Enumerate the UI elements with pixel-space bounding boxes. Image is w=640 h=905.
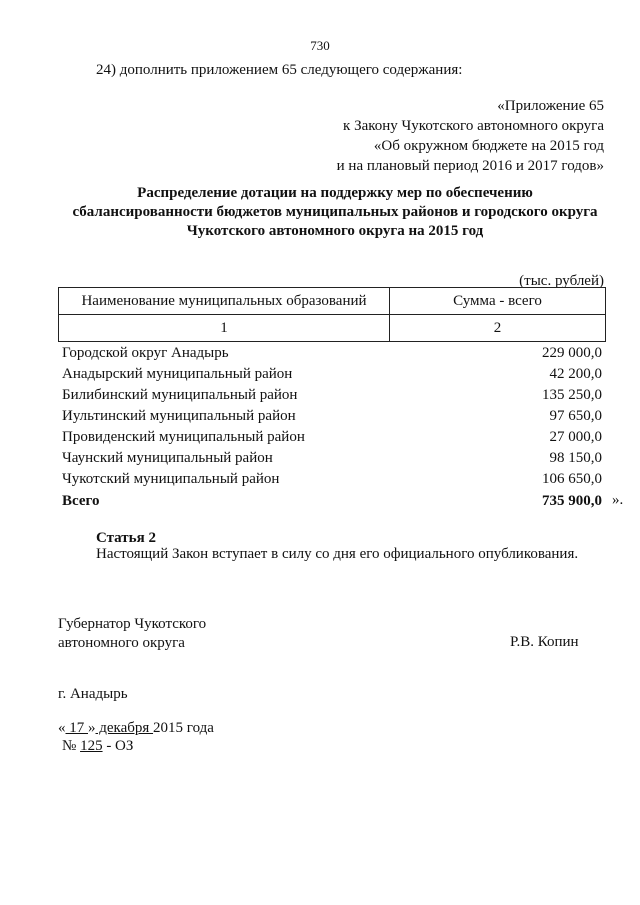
row-name: Провиденский муниципальный район (62, 429, 305, 445)
law-number-suffix: - ОЗ (102, 738, 134, 754)
signatory-position (58, 615, 206, 653)
date-day: 17 (65, 720, 88, 736)
units-label: (тыс. рублей) (519, 273, 604, 289)
table-row (62, 429, 602, 449)
date-year: 2015 года (153, 720, 214, 736)
signing-date (58, 720, 214, 737)
table-row (62, 450, 602, 470)
row-amount: 106 650,0 (542, 471, 602, 487)
column-number-1: 1 (59, 315, 390, 342)
table-row (62, 366, 602, 386)
total-label: Всего (62, 493, 100, 509)
total-amount: 735 900,0 (542, 493, 602, 509)
row-amount: 229 000,0 (542, 345, 602, 361)
row-name: Чукотский муниципальный район (62, 471, 280, 487)
appendix-line: «Об окружном бюджете на 2015 год (373, 138, 604, 154)
row-name: Анадырский муниципальный район (62, 366, 293, 382)
appendix-header (337, 96, 604, 176)
closing-quote: ». (612, 492, 624, 508)
row-amount: 135 250,0 (542, 387, 602, 403)
table-row (62, 408, 602, 428)
appendix-line: к Закону Чукотского автономного округа (343, 118, 604, 134)
title-line: сбалансированности бюджетов муниципальных районов и городского округа (72, 204, 598, 220)
row-name: Чаунский муниципальный район (62, 450, 273, 466)
date-close-quote: » (88, 720, 96, 736)
city: г. Анадырь (58, 686, 128, 702)
row-amount: 98 150,0 (549, 450, 602, 466)
column-number-2: 2 (390, 315, 606, 342)
signatory-name: Р.В. Копин (510, 634, 579, 650)
position-line: Губернатор Чукотского (58, 616, 207, 632)
date-open-quote: « (58, 720, 66, 736)
date-month: декабря (95, 720, 154, 736)
page-number: 730 (310, 38, 330, 53)
row-name: Билибинский муниципальный район (62, 387, 298, 403)
row-amount: 42 200,0 (549, 366, 602, 382)
article-title: Статья 2 (96, 530, 156, 546)
law-number-value: 125 (80, 738, 103, 754)
position-line: автономного округа (58, 635, 185, 651)
row-amount: 27 000,0 (549, 429, 602, 445)
law-number-prefix: № (62, 738, 81, 754)
document-title (40, 184, 630, 241)
header-amount: Сумма - всего (390, 288, 606, 315)
title-line: Чукотского автономного округа на 2015 год (186, 223, 484, 239)
appendix-line: «Приложение 65 (497, 98, 604, 114)
amendment-text: 24) дополнить приложением 65 следующего содержания: (96, 62, 463, 78)
table-row (62, 471, 602, 491)
row-name: Иультинский муниципальный район (62, 408, 296, 424)
title-line: Распределение дотации на поддержку мер по обеспечению (137, 185, 533, 201)
row-amount: 97 650,0 (549, 408, 602, 424)
table-header (58, 287, 606, 342)
appendix-line: и на плановый период 2016 и 2017 годов» (336, 158, 604, 174)
row-name: Городской округ Анадырь (62, 345, 229, 361)
article-text: Настоящий Закон вступает в силу со дня его официального опубликования. (96, 546, 579, 562)
table-total-row (62, 493, 602, 513)
law-number (62, 738, 133, 755)
header-name: Наименование муниципальных образований (59, 288, 390, 315)
table-row (62, 345, 602, 365)
table-row (62, 387, 602, 407)
